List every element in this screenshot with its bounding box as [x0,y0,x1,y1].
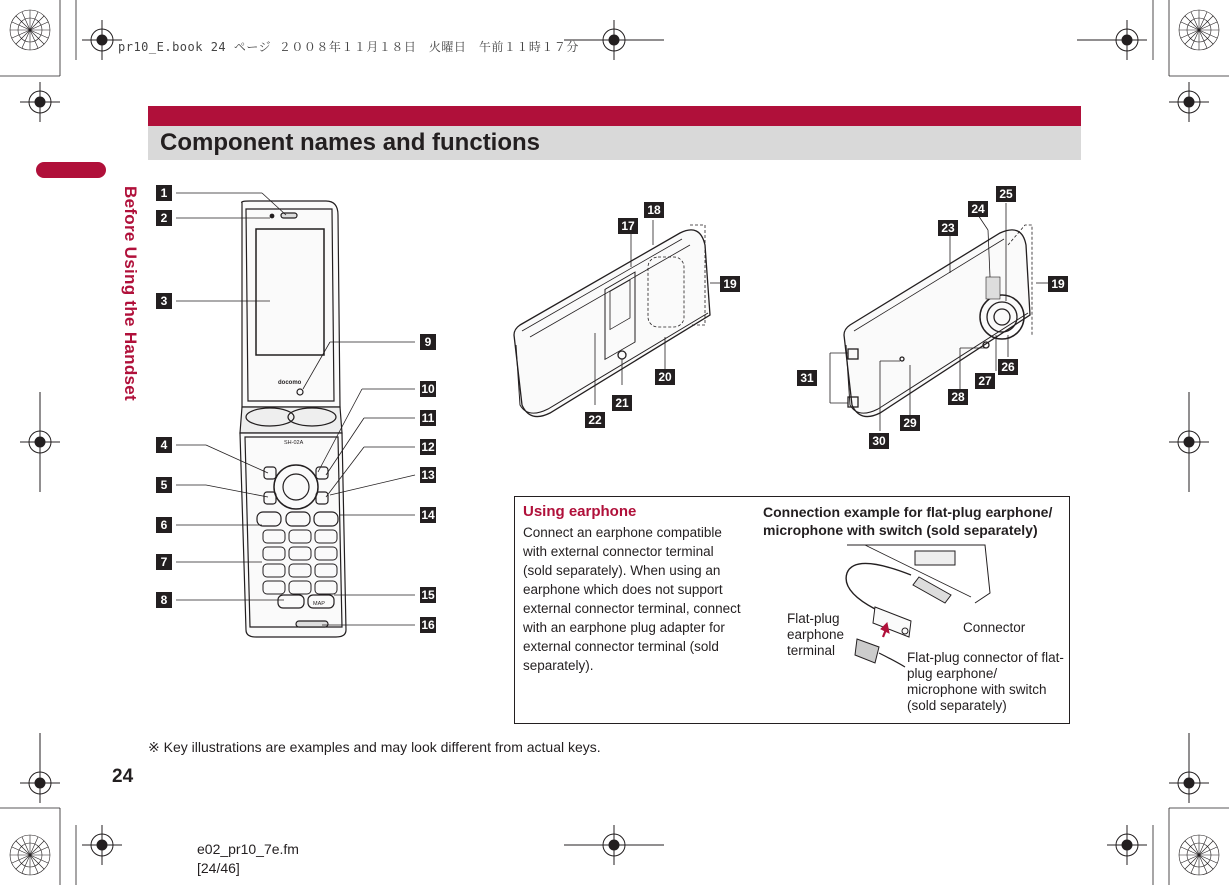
callout-1: 1 [156,185,172,201]
callout-26: 26 [998,359,1018,375]
callout-12: 12 [421,440,435,454]
callout-13: 13 [421,468,435,482]
callout-6: 6 [156,517,172,533]
callout-3: 3 [156,293,172,309]
section-title-band [148,106,1081,160]
callout-31: 31 [797,370,817,386]
callout-5: 5 [156,477,172,493]
footer [197,840,299,878]
print-header: pr10_E.book 24 ページ ２００８年１１月１８日 火曜日 午前１１時１７分 [118,40,579,54]
label-flatplug-terminal: Flat-plug earphone terminal [787,611,845,658]
callout-22: 22 [585,412,605,428]
section-tab [36,162,106,178]
callout-27: 27 [975,373,995,389]
callout-2: 2 [156,210,172,226]
callout-25: 25 [996,186,1016,202]
callout-17: 17 [618,218,638,234]
key-illustration-note: ※ Key illustrations are examples and may look different from actual keys. [148,739,601,755]
section-title: Component names and functions [160,129,541,156]
callout-19a: 19 [720,276,740,292]
callout-7: 7 [156,554,172,570]
page-number: 24 [112,766,134,787]
callout-11: 11 [421,411,435,425]
footer-pages: [24/46] [197,860,240,876]
callout-29: 29 [900,415,920,431]
callout-14: 14 [421,508,435,522]
side-tab-label: Before Using the Handset [121,186,140,402]
earphone-info-box [514,496,1070,724]
callout-19b: 19 [1048,276,1068,292]
callout-16: 16 [421,618,435,632]
earphone-heading: Using earphone [523,503,637,520]
callout-8: 8 [156,592,172,608]
label-flatplug-connector: Flat-plug connector of flat-plug earphone/ microphone with switch (sold separately) [907,650,1064,713]
callout-18: 18 [644,202,664,218]
phone-brand-label: docomo [278,380,302,386]
callout-10: 10 [421,382,435,396]
handset-open-illustration [150,175,450,645]
callout-21: 21 [612,395,632,411]
callout-24: 24 [968,201,988,217]
footer-file: e02_pr10_7e.fm [197,841,299,857]
callout-28: 28 [948,389,968,405]
label-connector: Connector [963,620,1026,635]
callout-20: 20 [655,369,675,385]
connection-example-heading: Connection example for flat-plug earphone/ microphone with switch (sold separately) [763,504,1053,538]
callout-30: 30 [869,433,889,449]
callout-23: 23 [938,220,958,236]
phone-model-label: SH-02A [284,440,304,446]
map-key-label: MAP [313,601,325,607]
callout-15: 15 [421,588,435,602]
callout-9: 9 [420,334,436,350]
earphone-body: Connect an earphone compatible with external connector terminal (sold separately). When using an earphone which does not support external connector terminal, connect with an earphone plug adapter for external connector terminal (sold separately). [523,525,741,673]
callout-4: 4 [156,437,172,453]
